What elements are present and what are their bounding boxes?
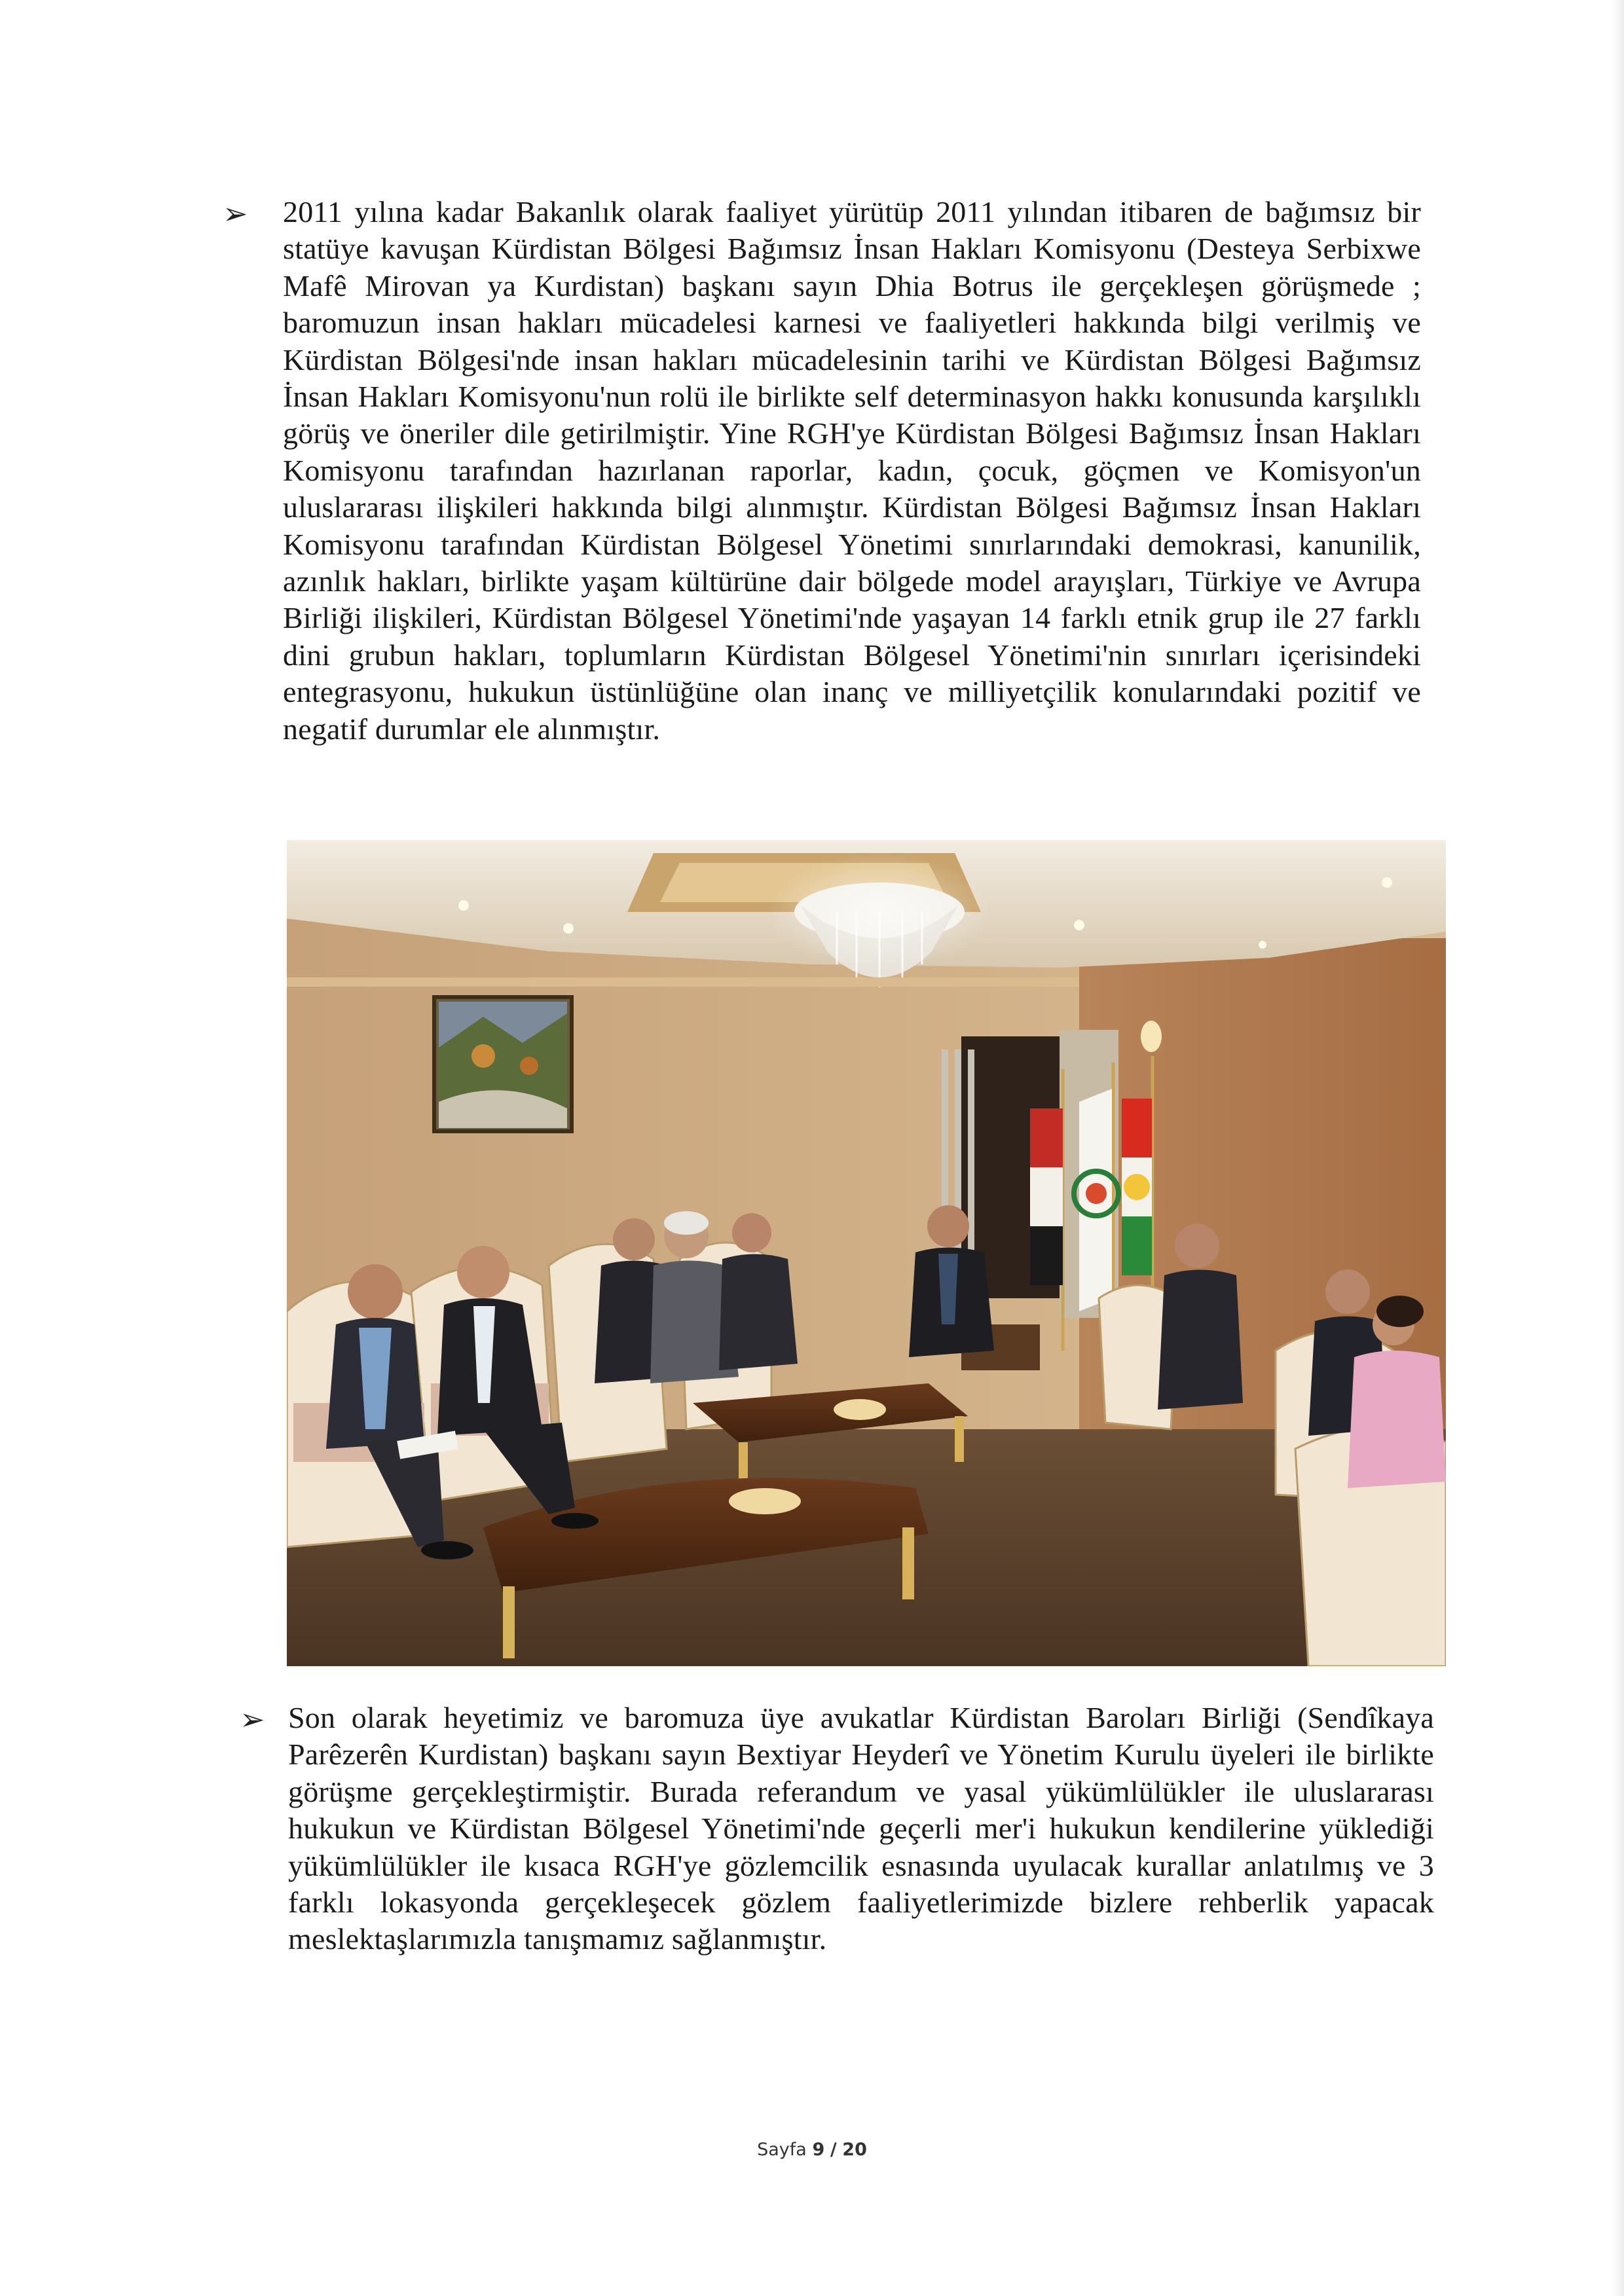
paragraph-text: Son olarak heyetimiz ve baromuza üye avukatlar Kürdistan Baroları Birliği (Sendîkaya Parêzerên Kurdistan) başkanı sayın Bextiyar Heyderî ve Yönetim Kurulu üyeleri ile birlikte görüşme gerçekleştirmiştir. Burada referandum ve yasal yükümlülükler ile uluslararası hukukun ve Kürdistan Bölgesel Yönetimi'nde geçerli mer'i hukukun kendilerine yüklediği yükümlülükler ile kısaca RGH'ye gözlemcilik esnasında uyulacak kurallar anlatılmış ve 3 farklı lokasyonda gerçekleşecek gözlem faaliyetlerimizde bizlere rehberlik yapacak meslektaşlarımızla tanışmamız sağlanmıştır. [288,1701,1434,1956]
paragraph-text: 2011 yılına kadar Bakanlık olarak faaliyet yürütüp 2011 yılından itibaren de bağımsız bir statüye kavuşan Kürdistan Bölgesi Bağımsız İnsan Hakları Komisyonu (Desteya Serbixwe Mafê Mirovan ya Kurdistan) başkanı sayın Dhia Botrus ile gerçekleşen görüşmede ; baromuzun insan hakları mücadelesi karnesi ve faaliyetleri hakkında bilgi verilmiş ve Kürdistan Bölgesi'nde insan hakları mücadelesinin tarihi ve Kürdistan Bölgesi Bağımsız İnsan Hakları Komisyonu'nun rolü ile birlikte self determinasyon hakkı konusunda karşılıklı görüş ve öneriler dile getirilmiştir. Yine RGH'ye Kürdistan Bölgesi Bağımsız İnsan Hakları Komisyonu tarafından hazırlanan raporlar, kadın, çocuk, göçmen ve Komisyon'un uluslararası ilişkileri hakkında bilgi alınmıştır. Kürdistan Bölgesi Bağımsız İnsan Hakları Komisyonu tarafından Kürdistan Bölgesel Yönetimi sınırlarındaki demokrasi, kanunilik, azınlık hakları, birlikte yaşam kültürüne dair bölgede model arayışları, Türkiye ve Avrupa Birliği ilişkileri, Kürdistan Bölgesel Yönetimi'nde yaşayan 14 farklı etnik grup ile 27 farklı dini grubun hakları, toplumların Kürdistan Bölgesel Yönetimi'nin sınırları içerisindeki entegrasyonu, hukukun üstünlüğüne olan inanç ve milliyetçilik konularındaki pozitif ve negatif durumlar ele alınmıştır. [283,195,1421,746]
meeting-photo [287,840,1446,1666]
paragraph-bar-association-meeting [240,1700,1434,1958]
bullet-arrow-icon: ➢ [223,196,248,231]
bullet-arrow-icon: ➢ [240,1702,265,1737]
page-label: Sayfa [757,2140,807,2160]
paragraph-commission-meeting [223,194,1421,748]
page-footer [0,2140,1624,2160]
page-number-current: 9 [812,2140,825,2160]
scan-page-edge [1612,0,1624,2296]
page-number-total: 20 [842,2140,867,2160]
page-number-separator: / [830,2140,837,2160]
